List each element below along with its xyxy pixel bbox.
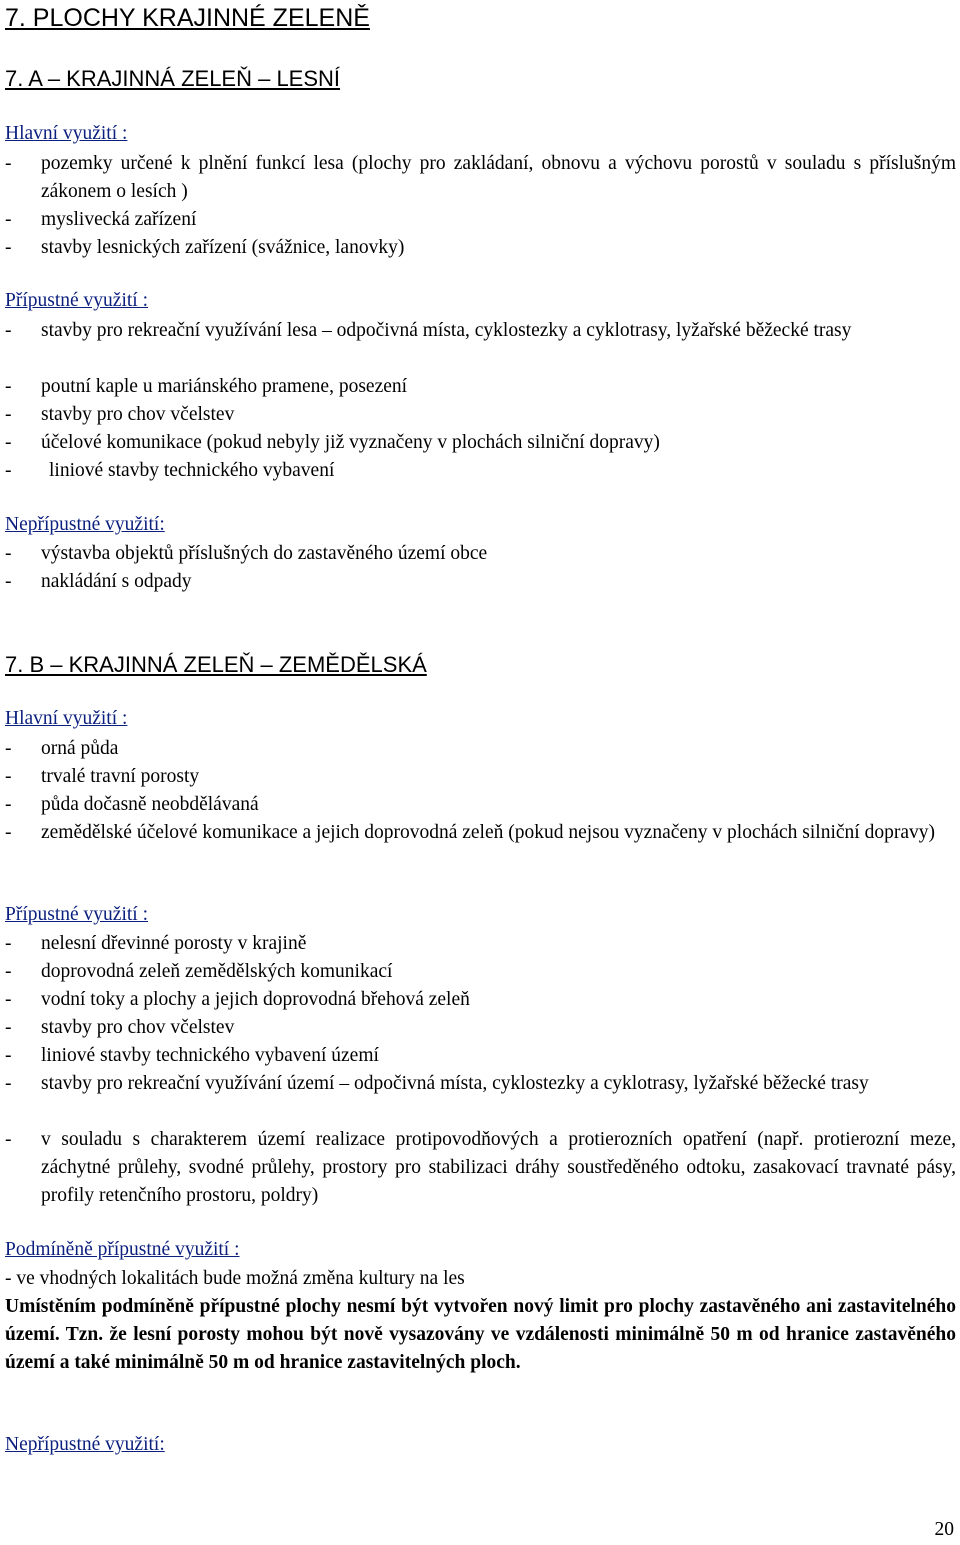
- conditional-use-note: Umístěním podmíněně přípustné plochy nesmí být vytvořen nový limit pro plochy zastavěného ani zastavitelného území. Tzn. že lesní porosty mohou být nově vysazovány ve vzdálenosti minimálně 50 m od hranice zastavěného území a také minimálně 50 m od hranice zastavitelných ploch.: [5, 1296, 956, 1373]
- list-item: - půda dočasně neobdělávaná: [5, 794, 259, 815]
- list-item: - doprovodná zeleň zemědělských komunikací: [5, 961, 393, 982]
- list-item: - myslivecká zařízení: [5, 209, 197, 230]
- list-item: - nakládání s odpady: [5, 571, 192, 592]
- section-a-heading: 7. A – KRAJINNÁ ZELEŇ – LESNÍ: [5, 66, 341, 91]
- list-item: - liniové stavby technického vybavení území: [5, 1045, 379, 1066]
- list-item: - stavby pro chov včelstev: [5, 404, 235, 425]
- list-item: - účelové komunikace (pokud nebyly již vyznačeny v plochách silniční dopravy): [5, 432, 660, 453]
- conditional-use-line: - ve vhodných lokalitách bude možná změna kultury na les: [5, 1268, 465, 1289]
- list-item: - stavby lesnických zařízení (svážnice, lanovky): [5, 237, 405, 258]
- list-item: - vodní toky a plochy a jejich doprovodná břehová zeleň: [5, 989, 470, 1010]
- section-a-permitted-use-label: Přípustné využití :: [5, 290, 148, 311]
- page-title: 7. PLOCHY KRAJINNÉ ZELENĚ: [5, 4, 370, 32]
- list-item: - pozemky určené k plnění funkcí lesa (plochy pro zakládaní, obnovu a výchovu porostů v souladu s příslušným zákonem o lesích ): [5, 153, 956, 202]
- list-item: - zemědělské účelové komunikace a jejich doprovodná zeleň (pokud nejsou vyznačeny v plochách silniční dopravy): [5, 822, 935, 843]
- section-b-permitted-use-label: Přípustné využití :: [5, 904, 148, 925]
- list-item: - trvalé travní porosty: [5, 766, 200, 787]
- list-item: - v souladu s charakterem území realizace protipovodňových a protierozních opatření (např. protierozní meze, záchytné průlehy, svodné průlehy, prostory pro stabilizaci dráhy soustředěného odtoku, zasakovací travnaté pásy, profily retenčního prostoru, poldry): [5, 1129, 956, 1206]
- section-b-heading: 7. B – KRAJINNÁ ZELEŇ – ZEMĚDĚLSKÁ: [5, 652, 427, 677]
- section-a-main-use-label: Hlavní využití :: [5, 123, 128, 144]
- list-item: - orná půda: [5, 738, 119, 759]
- list-item: - stavby pro rekreační využívání lesa – odpočivná místa, cyklostezky a cyklotrasy, lyžařské běžecké trasy: [5, 320, 852, 341]
- list-item: - nelesní dřevinné porosty v krajině: [5, 933, 307, 954]
- list-item: - stavby pro chov včelstev: [5, 1017, 235, 1038]
- list-item: - poutní kaple u mariánského pramene, posezení: [5, 376, 408, 397]
- list-item: - liniové stavby technického vybavení: [5, 460, 335, 481]
- section-b-main-use-label: Hlavní využití :: [5, 708, 128, 729]
- list-item: - výstavba objektů příslušných do zastavěného území obce: [5, 543, 488, 564]
- section-b-conditional-use-label: Podmíněně přípustné využití :: [5, 1239, 240, 1260]
- list-item: - stavby pro rekreační využívání území – odpočivná místa, cyklostezky a cyklotrasy, lyžařské běžecké trasy: [5, 1073, 869, 1094]
- section-b-prohibited-use-label: Nepřípustné využití:: [5, 1434, 165, 1455]
- section-a-prohibited-use-label: Nepřípustné využití:: [5, 514, 165, 535]
- page-number: 20: [934, 1519, 954, 1540]
